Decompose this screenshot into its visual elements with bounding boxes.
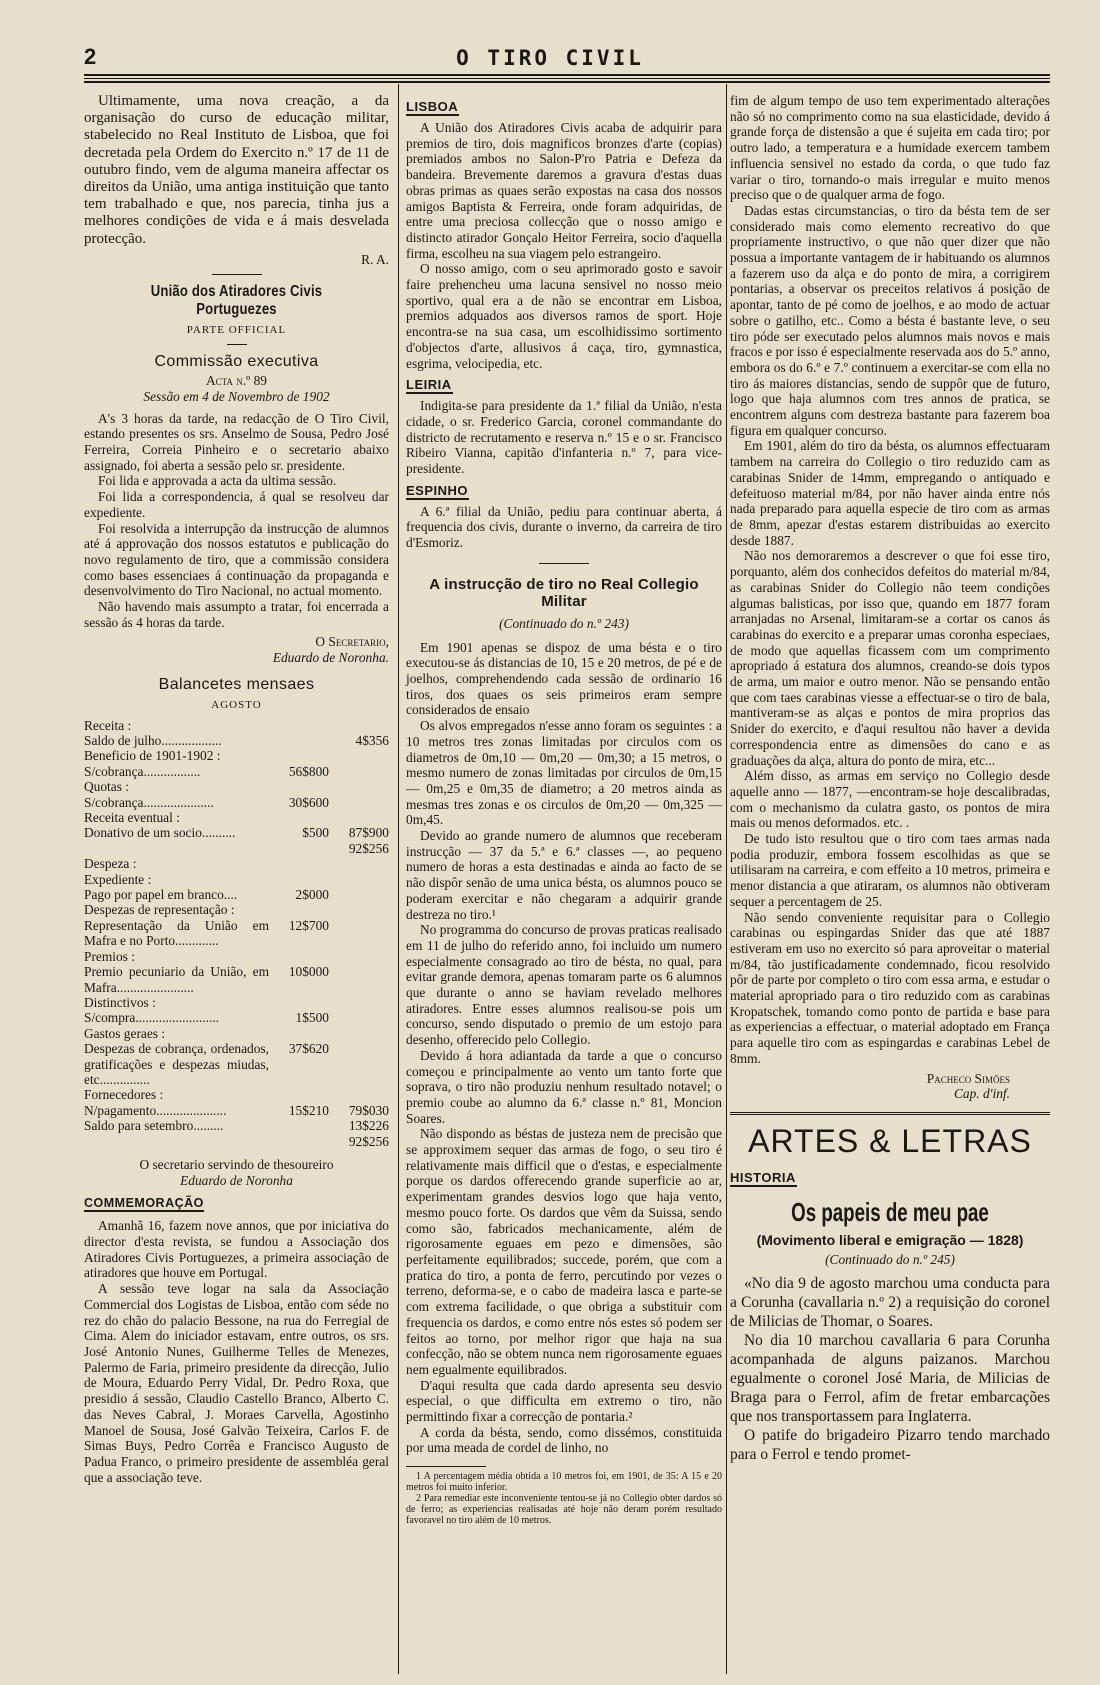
masthead-title: O TIRO CIVIL bbox=[456, 46, 644, 70]
ledger-description: Representação da União em Mafra e no Porto............. bbox=[84, 917, 269, 949]
paragraph: Devido á hora adiantada da tarde a que o concurso começou e principalmente ao vento um tanto forte que soprava, o tiro não produziu nenhum resultado notavel; o premio coube ao alumno da 6.ª classe n.º 81, Moncion Soares. bbox=[406, 1047, 722, 1126]
ledger-amount: 30$600 bbox=[288, 794, 329, 810]
paragraph: Em 1901 apenas se dispoz de uma bésta e o tiro executou-se ás distancias de 10, 15 e 20 metros, de pé e de joelhos, comprehendendo cada sessão de ordinario 16 tiros, dos quaes os seis primeiros eram sempre considerados de ensaio bbox=[406, 639, 722, 718]
espinho-heading: ESPINHO bbox=[406, 482, 469, 498]
ledger-amount bbox=[269, 810, 329, 825]
divider bbox=[227, 344, 247, 345]
ledger-row bbox=[84, 949, 389, 964]
story-title: Os papeis de meu pae bbox=[791, 1197, 989, 1227]
paragraph: Foi lida a correspondencia, á qual se resolveu dar expediente. bbox=[84, 489, 389, 520]
ledger-row bbox=[84, 1087, 389, 1102]
ledger-amount bbox=[269, 748, 329, 763]
ledger-row bbox=[84, 1103, 389, 1118]
ledger-description bbox=[84, 841, 269, 856]
artes-letras-heading: ARTES & LETRAS bbox=[730, 1112, 1050, 1160]
commission-heading: Commissão executiva bbox=[154, 353, 319, 371]
ledger-amount bbox=[329, 949, 389, 964]
treasurer-name: Eduardo de Noronha bbox=[180, 1172, 293, 1188]
header-rule-thin bbox=[84, 78, 1050, 79]
ledger-row bbox=[84, 856, 389, 871]
ledger-amount bbox=[269, 1026, 329, 1041]
ledger-amount: 12$700 bbox=[288, 917, 329, 933]
ledger-description: Pago por papel em branco.... bbox=[84, 887, 238, 903]
paragraph: Além disso, as armas em serviço no Collegio desde aquelle anno — 1877, —encontram-se hoje descalibradas, com o mechanismo da culatra gasto, os pontos de mira mais ou menos deformados. etc. . bbox=[730, 768, 1050, 831]
ledger-amount bbox=[269, 902, 329, 917]
ledger-row bbox=[84, 918, 389, 949]
ledger-amount bbox=[329, 902, 389, 917]
ledger-description: S/cobrança..................... bbox=[84, 794, 214, 810]
ledger-amount bbox=[269, 856, 329, 871]
ledger-amount bbox=[269, 718, 329, 733]
ledger-amount bbox=[269, 1087, 329, 1102]
page-number: 2 bbox=[84, 44, 97, 69]
continuation-note: (Continuado do n.º 243) bbox=[499, 615, 629, 631]
ledger-row bbox=[84, 995, 389, 1010]
ledger-amount bbox=[329, 1026, 389, 1041]
paragraph: A 6.ª filial da União, pediu para continuar aberta, á frequencia dos civis, durante o inverno, da carreira de tiro d'Esmoriz. bbox=[406, 503, 722, 551]
ledger-amount bbox=[269, 1134, 329, 1149]
ledger-amount: 15$210 bbox=[288, 1102, 329, 1118]
paragraph: «No dia 9 de agosto marchou uma conducta para a Corunha (cavallaria n.º 2) a requisição do coronel de Milicias de Thomar, o Soares. bbox=[730, 1274, 1050, 1330]
paragraph: Não havendo mais assumpto a tratar, foi encerrada a sessão ás 4 horas da tarde. bbox=[84, 599, 389, 630]
paragraph: Não sendo conveniente requisitar para o Collegio carabinas ou espingardas Snider das que até 1887 estiveram em uso no exercito só para aproveitar o material m/84, tão justificadamente condemnado, ficou resolvido pôr de parte por completo o tiro com essa arma, e estudar o material apropriado para o tiro reduzido com as carabinas Kropatschek, tomando como ponto de partida e base para as experiencias a effectuar, o material adoptado em França para aquelle tiro com as espingardas e carabinas Lebel de 8mm. bbox=[730, 909, 1050, 1066]
paragraph: Em 1901, além do tiro da bésta, os alumnos effectuaram tambem na carreira do Collegio o tiro reduzido cam as carabinas Snider de 14mm, empregando o antiquado e defeituoso material m/84, por não haver ainda entre nós nada preparado para aquella especie de tiro com as armas de 8mm, apezar d'estas estarem distribuidas ao exercito desde 1887. bbox=[730, 438, 1050, 548]
ledger-amount bbox=[269, 779, 329, 794]
ledger-description: S/compra......................... bbox=[84, 1010, 220, 1026]
ledger-row bbox=[84, 1010, 389, 1025]
ledger-row bbox=[84, 964, 389, 995]
ledger-amount: 37$620 bbox=[288, 1041, 329, 1057]
ledger-row bbox=[84, 810, 389, 825]
ledger-amount bbox=[329, 718, 389, 733]
paragraph: A União dos Atiradores Civis acaba de adquirir para premios de tiro, dois magnificos bronzes d'arte (copias) premiados ambos no Salon-P'ro Patria e Defeza da bandeira. Brevemente daremos a gravura d'estas duas obras primas as quaes serão expostas na casa dos nossos amigos Baptista & Ferreira, onde foram adquiridas, de entre uma preciosa collecção que o nosso amigo e distincto atirador Gonçalo Heitor Ferreira, socio d'aquella firma, escolheu na sua viagem pelo estrangeiro. bbox=[406, 120, 722, 261]
paragraph: A sessão teve logar na sala da Associação Commercial dos Logistas de Lisboa, então com séde no rez do chão do palacio Bessone, na rua do Ferregial de Cima. Alem do iniciador estavam, entre outros, os srs. José Antonio Nunes, Guilherme Telles de Menezes, Palermo de Faria, primeiro presidente da direcção, Julio de Moura, Eduardo Perry Vidal, Dr. Pedro Roxa, que presidio á sessão, Claudio Castello Branco, Alberto C. das Neves Cabral, J. Moraes Carvella, Agostinho Manoel de Sousa, José Galvão Teixeira, Carlos F. de Simas Buys, Pedro Corrêa e Francisco Augusto de Padua Franco, o primeiro presidente de assembléa geral que a associação teve. bbox=[84, 1281, 389, 1485]
ledger-amount bbox=[269, 841, 329, 856]
ledger-description: N/pagamento..................... bbox=[84, 1102, 227, 1118]
ledger-amount bbox=[269, 733, 329, 748]
ledger-row bbox=[84, 748, 389, 763]
ledger-amount bbox=[329, 764, 389, 779]
header-rule bbox=[84, 74, 1050, 76]
ledger-description: Distinctivos : bbox=[84, 994, 156, 1010]
divider bbox=[212, 274, 262, 275]
ledger-amount bbox=[269, 872, 329, 887]
ledger-amount bbox=[329, 964, 389, 995]
ledger-description: S/cobrança................. bbox=[84, 763, 201, 779]
author-name: Pacheco Simões bbox=[926, 1070, 1010, 1086]
ledger-row bbox=[84, 841, 389, 856]
paragraph: No programma do concurso de provas praticas realisado em 11 de julho do referido anno, foi incluido um numero especialmente consagrado ao tiro de bésta, no qual, para evitar grande demora, apenas tomaram parte os 6 alumnos que durante o anno se haviam revelado melhores atiradores. Entre esses alumnos realisou-se pois um concurso, sendo disputado o premio de um estojo para desenho, offerecido pelo Collegio. bbox=[406, 922, 722, 1048]
commemoracao-heading: COMMEMORAÇÃO bbox=[84, 1196, 204, 1211]
ledger-description: Expediente : bbox=[84, 871, 152, 887]
ledger-amount: 92$256 bbox=[348, 840, 389, 856]
section-subtitle: PARTE OFFICIAL bbox=[186, 323, 287, 336]
ledger-amount bbox=[329, 856, 389, 871]
leiria-heading: LEIRIA bbox=[406, 377, 452, 393]
ledger-amount: 1$500 bbox=[295, 1010, 329, 1026]
ledger-amount bbox=[269, 995, 329, 1010]
ledger-description: Saldo de julho.................. bbox=[84, 733, 222, 748]
author-rank: Cap. d'inf. bbox=[953, 1086, 1010, 1102]
ledger-description: Donativo de um socio.......... bbox=[84, 825, 236, 841]
ledger-row bbox=[84, 779, 389, 794]
ledger-description: Gastos geraes : bbox=[84, 1025, 166, 1041]
ledger-amount: 2$000 bbox=[295, 887, 329, 903]
paragraph: Dadas estas circumstancias, o tiro da bésta tem de ser considerado mais como elemento recreativo do que propriamente instructivo, o que não quer dizer que não possua a importante vantagem de ir habituando os alumnos a fazerem uso da alça e do ponto de mira, a corrigirem pontarias, a observar os preceitos relativos á posição de apontar, tanto de pé como de joelhos, e ao modo de actuar sobre o gatilho, etc.. Como a bésta é bastante leve, o seu tiro póde ser executado pelos alumnos mais novos e mais fracos e por isso é especialmente reservada aos do 5.º anno, embora os do 6.º e 7.º continuem a exercitar-se com ella no tiro ás maiores distancias, sendo de suppôr que de futuro, logo que haja alumnos com tres annos de pratica, se encontrem alguns com destreza bastante para fazerem boa figura em qualquer concurso. bbox=[730, 202, 1050, 438]
ledger-row bbox=[84, 1118, 389, 1133]
ledger-amount bbox=[329, 748, 389, 763]
ledger-description: Premio pecuniario da União, em Mafra....................... bbox=[84, 964, 269, 995]
paragraph: Foi lida e approvada a acta da ultima sessão. bbox=[98, 473, 337, 489]
treasurer-label: O secretario servindo de thesoureiro bbox=[139, 1156, 334, 1172]
ledger-amount bbox=[329, 995, 389, 1010]
ledger-description: Despezas de representação : bbox=[84, 902, 235, 918]
ledger-row bbox=[84, 902, 389, 917]
ledger-amount: 4$356 bbox=[355, 733, 389, 748]
ledger-amount bbox=[329, 1041, 389, 1087]
continuation-note: (Continuado do n.º 245) bbox=[825, 1252, 955, 1267]
ledger-amount bbox=[329, 779, 389, 794]
footnote: 1 A percentagem média obtida a 10 metros foi, em 1901, de 35: A 15 e 20 metros foi muito inferior. bbox=[406, 1471, 722, 1494]
paragraph: fim de algum tempo de uso tem experimentado alterações não só no comprimento como na sua elasticidade, devido á grande força de distensão a que é sujeita em cada tiro; por outro lado, a temperatura e a humidade exercem tambem influencia sensivel no estado da corda, o que tudo faz variar o tiro, tornando-o mais irregular e muito menos preciso que o de qualquer arma de fogo. bbox=[730, 93, 1050, 203]
column-left bbox=[84, 93, 389, 1485]
ledger-description: Despeza : bbox=[84, 856, 137, 872]
ledger-description: Beneficio de 1901-1902 : bbox=[84, 748, 221, 764]
ledger-row bbox=[84, 733, 389, 748]
acta-number: Acta n.º 89 bbox=[205, 373, 268, 389]
footnotes bbox=[406, 1471, 722, 1526]
ledger-amount: $500 bbox=[302, 825, 329, 841]
header-rule-bottom bbox=[84, 81, 1050, 83]
ledger-row bbox=[84, 1041, 389, 1087]
paragraph: Indigita-se para presidente da 1.ª filial da União, n'esta cidade, o sr. Frederico Garcia, coronel commandante do districto de recrutamento e reserva n.º 15 e o sr. Francisco Ribeiro Vianna, capitão d'infanteria n.º 7, para vice-presidente. bbox=[406, 398, 722, 477]
paragraph: A's 3 horas da tarde, na redacção de O Tiro Civil, estando presentes os srs. Anselmo de Sousa, Pedro José Ferreira, Correia Pinheiro e o secretario abaixo assignado, foi aberta a sessão pelo sr. presidente. bbox=[84, 410, 389, 473]
paragraph: Devido ao grande numero de alumnos que receberam instrucção — 37 da 5.ª e 6.ª classes —, ao pequeno numero de horas a esta destinadas e ainda ao facto de se não dispôr senão de uma unica bésta, os alumnos pouco se poderam exercitar e não chegaram a adquirir grande destreza no tiro.¹ bbox=[406, 828, 722, 922]
ledger-row bbox=[84, 825, 389, 840]
ledger-amount bbox=[329, 795, 389, 810]
session-date: Sessão em 4 de Novembro de 1902 bbox=[143, 388, 330, 404]
ledger-amount bbox=[329, 872, 389, 887]
paragraph: Não nos demoraremos a descrever o que foi esse tiro, porquanto, além dos conhecidos defeitos do material m/84, as carabinas Snider do Collegio não teem condições algumas balisticas, por isso que, quando em 1877 foram arranjadas no Arsenal, limitaram-se a cortar os canos ás carabinas do exercito e a preparar umas coronha especiaes, de modo que aquellas ficassem com um comprimento apropriado á estatura dos alumnos, creando-se dois typos de arma, um maior e outro menor. Não se pensando então que com taes carabinas viesse a effectuar-se o tiro de bala, mantiveram-se as alças e pontos de mira proprios das Snider do exercito, e d'aqui resultou não haver a devida correspondencia entre as dimensões do cano e as graduações da alça, altura do ponto de mira, etc... bbox=[730, 548, 1050, 768]
lisboa-heading: LISBOA bbox=[406, 99, 459, 114]
balancetes-heading: Balancetes mensaes bbox=[158, 675, 315, 693]
paragraph: De tudo isto resultou que o tiro com taes armas nada podia produzir, embora fossem escolhidas as que se utilisaram na carreira, e com effeito a 10 metros, primeira e menor distancia a que atiraram, os alumnos não obtiveram sequer a percentagem de 25. bbox=[730, 831, 1050, 909]
ledger-row bbox=[84, 764, 389, 779]
ledger-description: Premios : bbox=[84, 948, 135, 964]
ledger-amount bbox=[269, 949, 329, 964]
ledger-description: Quotas : bbox=[84, 779, 130, 795]
story-subtitle: (Movimento liberal e emigração — 1828) bbox=[756, 1232, 1024, 1248]
ledger-amount bbox=[329, 810, 389, 825]
column-right bbox=[730, 93, 1050, 1464]
paragraph: Os alvos empregados n'esse anno foram os seguintes : a 10 metros tres zonas limitadas por circulos com os diametros de 0m,10 — 0m,20 — 0m,30; a 15 metros, o mesmo numero de zonas limitadas por circulos de 0m,15 — 0m,25 e 0m,35 de diametro; a 20 metros ainda as mesmas tres zonas e os circulos de 0m,20 — 0m,325 — 0m,45. bbox=[406, 718, 722, 828]
ledger-row bbox=[84, 887, 389, 902]
month-label: AGOSTO bbox=[211, 698, 262, 711]
ledger-amount: 10$000 bbox=[288, 964, 329, 980]
paragraph: O nosso amigo, com o seu aprimorado gosto e savoir faire prehencheu uma lacuna sensivel no nosso meio sportivo, qual era a de não se encontrar em Lisboa, premios adquados aos diversos ramos de sport. Hoje encontra-se na sua casa, um escolhidissimo sortimento d'objectos d'arte, allusivos á caça, tiro, gymnastica, esgrima, velocipedia, etc. bbox=[406, 261, 722, 371]
ledger-amount bbox=[329, 887, 389, 902]
ledger-amount bbox=[329, 1087, 389, 1102]
ledger-amount: 56$800 bbox=[288, 763, 329, 779]
ledger-amount: 87$900 bbox=[348, 825, 389, 841]
ledger-description: Fornecedores : bbox=[84, 1087, 164, 1103]
paragraph: O patife do brigadeiro Pizarro tendo marchado para o Ferrol e tendo promet- bbox=[730, 1426, 1050, 1463]
ledger-amount bbox=[269, 1118, 329, 1133]
paragraph: A corda da bésta, sendo, como dissémos, constituida por uma meada de cordel de linho, no bbox=[406, 1424, 722, 1456]
column-divider bbox=[398, 84, 399, 1674]
secretary-name: Eduardo de Noronha. bbox=[272, 650, 389, 666]
divider bbox=[539, 563, 589, 564]
ledger-description bbox=[84, 1134, 269, 1149]
opening-paragraph: Ultimamente, uma nova creação, a da organisação do curso de educação militar, stabelecido no Real Instituto de Lisboa, que foi decretada pela Ordem do Exercito n.º 17 de 11 de outubro findo, vem de alguma maneira affectar os direitos da União, uma antiga instituição que tanto tem trabalhado e que, nos parecia, tinha jus a melhores condições de vida e á mais desvelada protecção. bbox=[84, 93, 389, 247]
secretary-label: O Secretario, bbox=[315, 634, 389, 650]
ledger-table bbox=[84, 718, 389, 1149]
ledger-description: Receita : bbox=[84, 717, 132, 733]
ledger-description: Receita eventual : bbox=[84, 810, 180, 826]
paragraph: No dia 10 marchou cavallaria 6 para Corunha acompanhada de alguns paizanos. Marchou egualmente o coronel José Maria, de Milicias de Braga para o Ferrol, afim de fretar embarcações que nos transportassem para Inglaterra. bbox=[730, 1331, 1050, 1425]
ledger-amount bbox=[329, 918, 389, 949]
ledger-row bbox=[84, 1134, 389, 1149]
footnote: 2 Para remediar este inconveniente tentou-se já no Collegio obter dardos só de ferro; as experiencias realisadas até hoje não deram porém resultado favoravel no tiro além de 10 metros. bbox=[406, 1493, 722, 1527]
footnote-rule bbox=[406, 1466, 486, 1467]
ledger-amount: 13$226 bbox=[348, 1118, 389, 1134]
column-divider bbox=[726, 84, 727, 1674]
ledger-amount: 92$256 bbox=[348, 1133, 389, 1149]
ledger-row bbox=[84, 718, 389, 733]
paragraph: D'aqui resulta que cada dardo apresenta seu desvio especial, o que difficulta em extremo o tiro, não permittindo fixar a correcção de pontaria.² bbox=[406, 1377, 722, 1425]
paragraph: Amanhã 16, fazem nove annos, que por iniciativa do director d'esta revista, se fundou a Associação dos Atiradores Civis Portuguezes, a primeira associação de atiradores que houve em Portugal. bbox=[84, 1218, 389, 1281]
ledger-row bbox=[84, 795, 389, 810]
ledger-amount: 79$030 bbox=[348, 1102, 389, 1118]
ledger-row bbox=[84, 872, 389, 887]
ledger-row bbox=[84, 1026, 389, 1041]
ledger-description: Despezas de cobrança, ordenados, gratificações e despezas miudas, etc............... bbox=[84, 1041, 269, 1087]
section-title: União dos Atiradores Civis Portuguezes bbox=[150, 282, 323, 318]
opening-signature: R. A. bbox=[361, 251, 389, 267]
article-title: A instrucção de tiro no Real Collegio Militar bbox=[429, 575, 699, 610]
historia-heading: HISTORIA bbox=[730, 1170, 796, 1185]
column-middle bbox=[406, 93, 722, 1526]
paragraph: Não dispondo as béstas de justeza nem de precisão que se approximem sequer das armas de fogo, o seu tiro é relativamente mais difficil que o d'estas, e especialmente porque os dardos offerecendo grande superficie ao ar, experimentam grandes desvios logo que haja vento, mesmo pouco forte. Os dardos que vêm da Suissa, sendo como são, fabricados mechanicamente, além de rigorosamente eguaes em pezo e dimensões, são perfeitamente equilibrados; succede, porém, que com a pratica do tiro, a ponta de ferro, percutindo por vezes o terreno, deforma-se, e o cabo de madeira lasca e parte-se com extrema facilidade, o que obriga a substituir com frequencia os dardos, e como entre nós estes só podem ser feitos ao torno, por melhor rigor que haja na sua confecção, não se obtem nunca nem rigorosamente eguaes nem egualmente equilibrados. bbox=[406, 1126, 722, 1377]
ledger-description: Saldo para setembro......... bbox=[84, 1118, 224, 1134]
paragraph: Foi resolvida a interrupção da instrucção de alumnos até á approvação dos nossos estatutos e publicação do novo regulamento de tiro, que a commissão considera como bases essenciaes á continuação da propaganda e desenvolvimento do Tiro Nacional, no actual momento. bbox=[84, 520, 389, 599]
ledger-amount bbox=[329, 1010, 389, 1025]
page-header bbox=[0, 44, 1100, 72]
